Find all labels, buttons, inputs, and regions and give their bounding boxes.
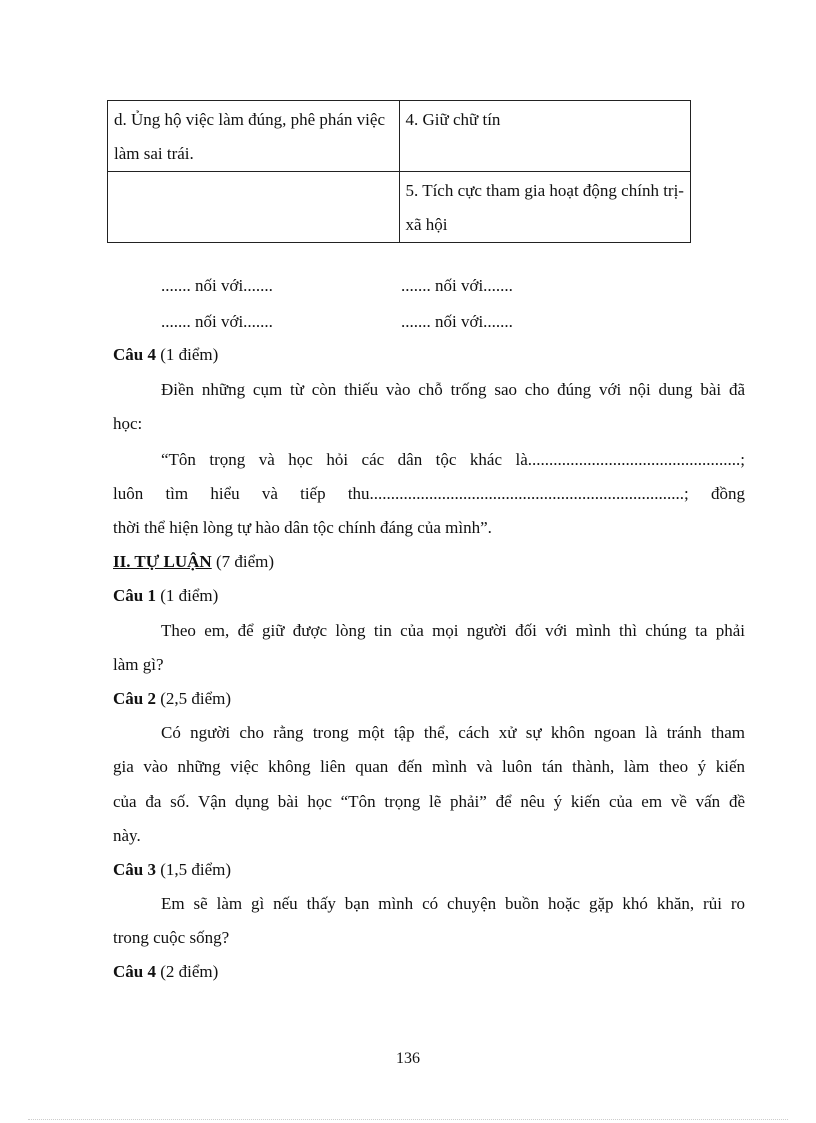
- question-text: Em sẽ làm gì nếu thấy bạn mình có chuyện buồn hoặc gặp khó khăn, rủi ro: [161, 894, 745, 913]
- question-score: (2 điểm): [155, 962, 219, 981]
- section-score: (7 điểm): [211, 552, 275, 571]
- question-text: làm gì?: [113, 655, 164, 674]
- footer-divider: [28, 1119, 788, 1120]
- table-cell-left: d. Ủng hộ việc làm đúng, phê phán việc làm sai trái.: [108, 101, 400, 172]
- question-score: (1,5 điểm): [155, 860, 232, 879]
- question-label: Câu 4: [113, 345, 156, 364]
- question-text: gia vào những việc không liên quan đến mình và luôn tán thành, làm theo ý kiến: [113, 757, 745, 776]
- question-text: này.: [113, 826, 141, 845]
- question-text: của đa số. Vận dụng bài học “Tôn trọng lẽ phải” để nêu ý kiến của em về vấn đề: [113, 792, 745, 811]
- question-score: (1 điểm): [155, 345, 219, 364]
- question-text: trong cuộc sống?: [113, 928, 230, 947]
- question-label: Câu 1: [113, 586, 156, 605]
- page-number: 136: [396, 1050, 420, 1067]
- question-score: (1 điểm): [155, 586, 219, 605]
- section-heading: [113, 545, 745, 579]
- match-answer-1: ....... nối với.......: [161, 276, 273, 295]
- question-text: Theo em, để giữ được lòng tin của mọi người đối với mình thì chúng ta phải: [161, 621, 745, 640]
- table-cell-left: [108, 172, 400, 243]
- table-row: [108, 172, 691, 243]
- question-label: Câu 3: [113, 860, 156, 879]
- match-answer-4: ....... nối với.......: [401, 312, 513, 331]
- table-cell-right: 4. Giữ chữ tín: [399, 101, 691, 172]
- question-heading: [113, 338, 745, 372]
- matching-table: [107, 100, 691, 243]
- match-answer-3: ....... nối với.......: [161, 312, 273, 331]
- question-label: Câu 4: [113, 962, 156, 981]
- question-heading: [113, 955, 745, 989]
- question-label: Câu 2: [113, 689, 156, 708]
- quote-text: luôn tìm hiểu và tiếp thu..........................................................................; đồng: [113, 484, 745, 503]
- question-heading: [113, 853, 745, 887]
- question-text: Điền những cụm từ còn thiếu vào chỗ trống sao cho đúng với nội dung bài đã: [161, 380, 745, 399]
- question-score: (2,5 điểm): [155, 689, 232, 708]
- match-answer-2: ....... nối với.......: [401, 276, 513, 295]
- quote-text: “Tôn trọng và học hỏi các dân tộc khác là..................................................;: [161, 450, 745, 469]
- quote-text: thời thể hiện lòng tự hào dân tộc chính đáng của mình”.: [113, 518, 492, 537]
- section-title: II. TỰ LUẬN: [113, 552, 212, 571]
- question-text: học:: [113, 414, 143, 433]
- question-text: Có người cho rằng trong một tập thể, cách xử sự khôn ngoan là tránh tham: [161, 723, 745, 742]
- question-heading: [113, 682, 745, 716]
- table-cell-right: 5. Tích cực tham gia hoạt động chính trị- xã hội: [399, 172, 691, 243]
- question-heading: [113, 579, 745, 613]
- table-row: [108, 101, 691, 172]
